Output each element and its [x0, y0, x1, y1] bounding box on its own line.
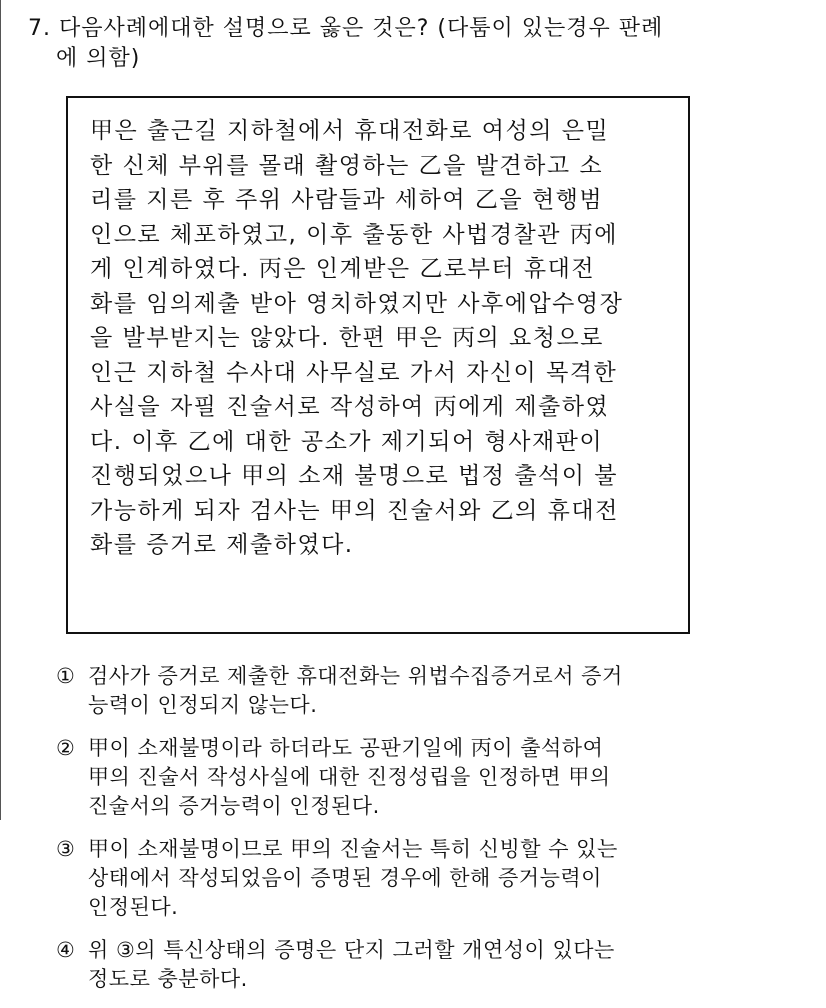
question-stem: [28, 14, 788, 74]
option-line: 검사가 증거로 제출한 휴대전화는 위법수집증거로서 증거: [88, 664, 623, 688]
case-line: 사실을 자필 진술서로 작성하여 丙에게 제출하였: [90, 394, 610, 420]
case-line: 화를 증거로 제출하였다.: [90, 532, 354, 558]
option-2[interactable]: [56, 734, 776, 821]
option-line: 위 ③의 특신상태의 증명은 단지 그러할 개연성이 있다는: [88, 938, 615, 962]
option-3[interactable]: [56, 835, 776, 922]
left-margin-rule: [0, 0, 1, 820]
question-line-2: 에 의함): [56, 46, 141, 71]
option-line: 정도로 충분하다.: [88, 967, 248, 991]
option-1[interactable]: [56, 662, 776, 720]
option-text: [88, 835, 776, 922]
option-line: 진술서의 증거능력이 인정된다.: [88, 794, 380, 818]
option-line: 甲이 소재불명이므로 甲의 진술서는 특히 신빙할 수 있는: [88, 837, 618, 861]
option-4[interactable]: [56, 936, 776, 994]
option-marker: ④: [56, 938, 76, 962]
case-line: 甲은 출근길 지하철에서 휴대전화로 여성의 은밀: [90, 118, 610, 144]
question-number: 7.: [28, 16, 51, 41]
option-line: 甲의 진술서 작성사실에 대한 진정성립을 인정하면 甲의: [88, 765, 611, 789]
question-line-1: [28, 14, 788, 44]
option-line: 甲이 소재불명이라 하더라도 공판기일에 丙이 출석하여: [88, 736, 604, 760]
case-line: 인으로 체포하였고, 이후 출동한 사법경찰관 丙에: [90, 221, 619, 248]
case-scenario-box: [66, 96, 690, 634]
question-text: 다음사례에대한 설명으로 옳은 것은? (다툼이 있는경우 판례: [59, 16, 664, 41]
case-line: 화를 임의제출 받아 영치하였지만 사후에압수영장: [90, 290, 624, 317]
case-line: 진행되었으나 甲의 소재 불명으로 법정 출석이 불: [90, 463, 619, 489]
case-line: 한 신체 부위를 몰래 촬영하는 乙을 발견하고 소: [90, 152, 604, 179]
case-line: 게 인계하였다. 丙은 인계받은 乙로부터 휴대전: [90, 256, 596, 282]
case-line: 가능하게 되자 검사는 甲의 진술서와 乙의 휴대전: [90, 497, 619, 524]
option-text: [88, 936, 776, 994]
case-line: 을 발부받지는 않았다. 한편 甲은 丙의 요청으로: [90, 325, 604, 351]
answer-options: [56, 662, 776, 1008]
option-marker: ①: [56, 664, 76, 688]
option-text: [88, 734, 776, 821]
option-marker: ②: [56, 736, 76, 760]
case-line: 인근 지하철 수사대 사무실로 가서 자신이 목격한: [90, 359, 618, 386]
case-line: 다. 이후 乙에 대한 공소가 제기되어 형사재판이: [90, 428, 604, 455]
option-line: 상태에서 작성되었음이 증명된 경우에 한해 증거능력이: [88, 866, 602, 890]
case-line: 리를 지른 후 주위 사람들과 세하여 乙을 현행범: [90, 187, 604, 213]
option-line: 인정된다.: [88, 895, 179, 919]
option-line: 능력이 인정되지 않는다.: [88, 693, 318, 717]
option-marker: ③: [56, 837, 76, 861]
option-text: [88, 662, 776, 720]
